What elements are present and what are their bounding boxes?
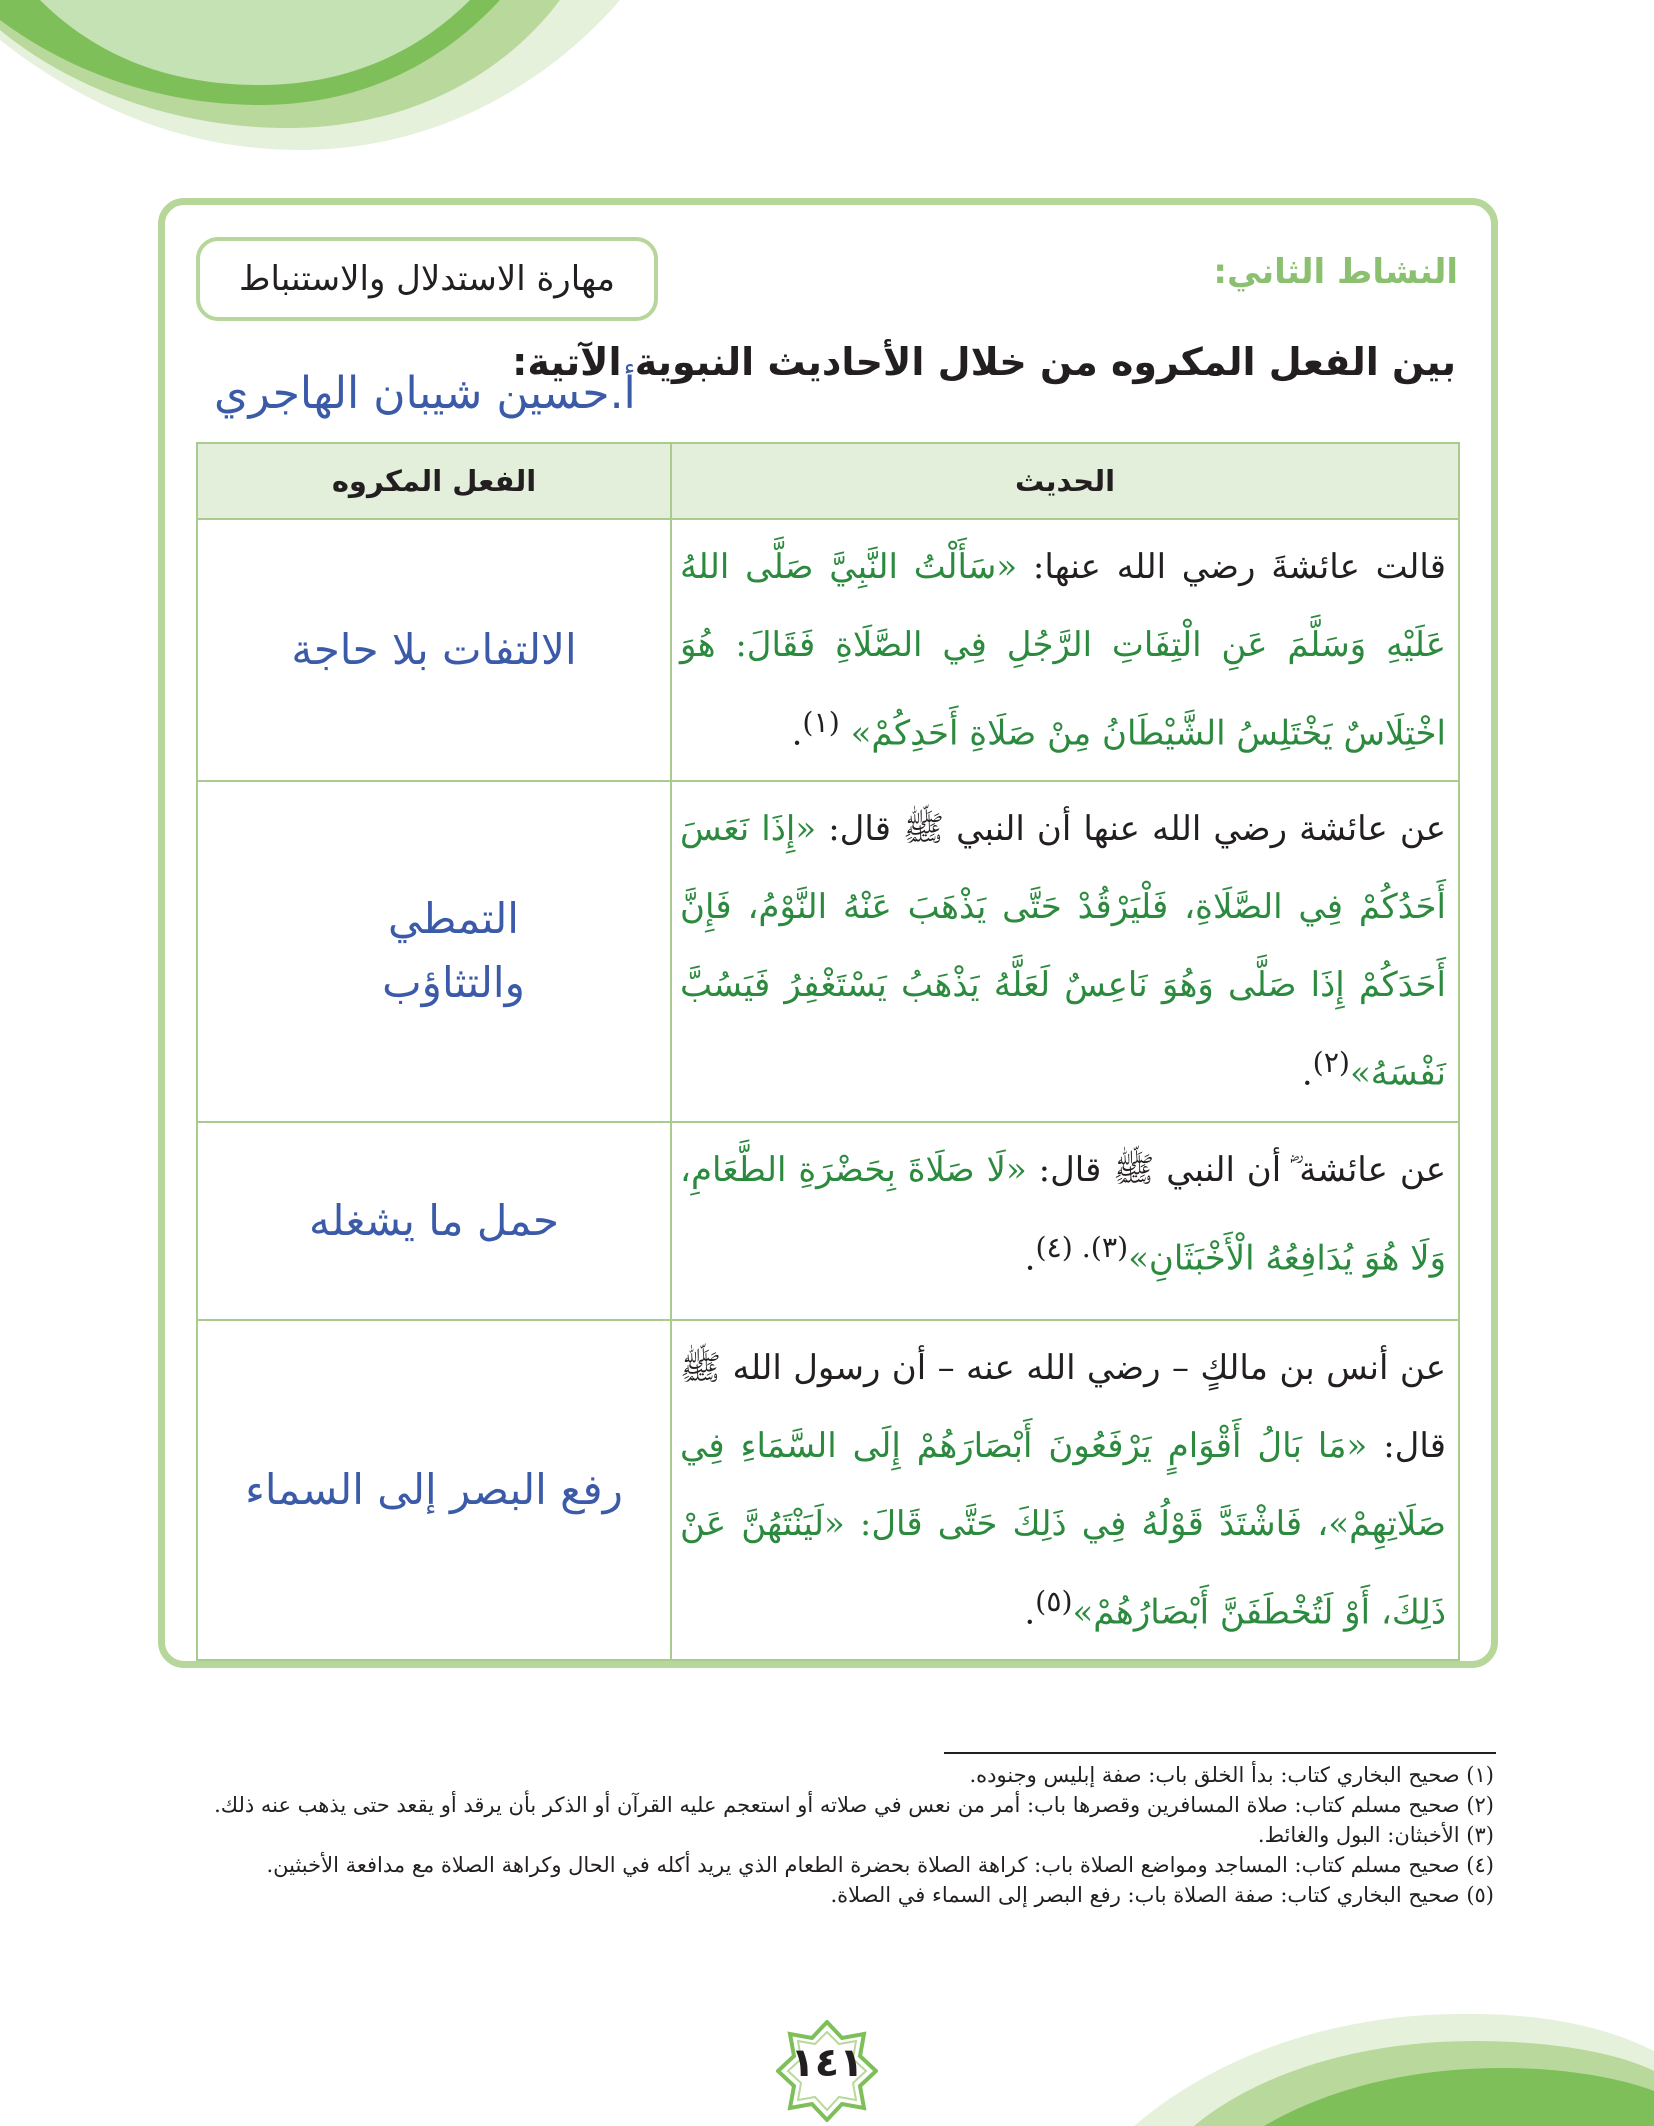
- footnote-ref: (١): [802, 706, 840, 739]
- footnote-ref: (٢): [1312, 1046, 1350, 1080]
- hadith-quote: «سَأَلْتُ النَّبِيَّ صَلَّى اللهُ عَلَيْهِ وَسَلَّمَ عَنِ الْتِفَاتِ الرَّجُلِ فِي الصَّلَاةِ فَقَالَ: هُوَ اخْتِلَاسٌ يَخْتَلِسُ الشَّيْطَانُ مِنْ صَلَاةِ أَحَدِكُمْ»: [680, 547, 1446, 754]
- footnote-divider: [944, 1752, 1496, 1754]
- hadith-quote: «لَا صَلَاةَ بِحَضْرَةِ الطَّعَامِ، وَلَا هُوَ يُدَافِعُهُ الْأَخْبَثَانِ»: [680, 1149, 1446, 1278]
- hadith-intro: قالت عائشةَ رضي الله عنها:: [1017, 547, 1446, 587]
- footnote-ref: (٣). (٤): [1035, 1230, 1129, 1264]
- table-row: [197, 1122, 1459, 1320]
- answer-cell: حمل ما يشغله: [197, 1122, 671, 1320]
- hadith-end: .: [791, 713, 803, 754]
- footnote: (١) صحيح البخاري كتاب: بدأ الخلق باب: صفة إبليس وجنوده.: [969, 1763, 1494, 1787]
- header-act: الفعل المكروه: [197, 443, 671, 519]
- hadith-quote: «مَا بَالُ أَقْوَامٍ يَرْفَعُونَ أَبْصَارَهُمْ إِلَى السَّمَاءِ فِي صَلَاتِهِمْ»، فَاشْتَدَّ قَوْلُهُ فِي ذَلِكَ حَتَّى قَالَ: «لَيَنْتَهُنَّ عَنْ ذَلِكَ، أَوْ لَتُخْطَفَنَّ أَبْصَارُهُمْ»: [680, 1425, 1446, 1632]
- answer-text: التمطي والتثاؤب: [382, 894, 525, 1008]
- footnote: (٢) صحيح مسلم كتاب: صلاة المسافرين وقصرها باب: أمر من نعس في صلاته أو استعجم عليه القرآن أو الذكر بأن يرقد أو يقعد حتى يذهب عنه ذلك.: [214, 1793, 1494, 1817]
- hadith-cell: [671, 1122, 1459, 1320]
- footnote: (٤) صحيح مسلم كتاب: المساجد ومواضع الصلاة باب: كراهة الصلاة بحضرة الطعام الذي يريد أكله في الحال وكراهة الصلاة مع مدافعة الأخبثين.: [266, 1853, 1494, 1877]
- answer-cell: [197, 781, 671, 1121]
- instruction-text: بين الفعل المكروه من خلال الأحاديث النبوية الآتية:: [512, 340, 1456, 384]
- table-row: [197, 781, 1459, 1121]
- hadith-cell: [671, 781, 1459, 1121]
- footnote-ref: (٥): [1035, 1584, 1073, 1618]
- answer-cell: رفع البصر إلى السماء: [197, 1320, 671, 1660]
- page-number: ١٤١: [790, 2040, 864, 2086]
- header-hadith: الحديث: [671, 443, 1459, 519]
- activity-title: النشاط الثاني:: [1213, 252, 1458, 292]
- hadith-intro: عن أنس بن مالكٍ – رضي الله عنه – أن رسول الله ﷺ قال:: [680, 1347, 1446, 1466]
- hadith-intro: عن عائشة ؓ أن النبي ﷺ قال:: [1026, 1149, 1446, 1190]
- hadith-end: .: [1024, 1237, 1036, 1278]
- hadith-intro: عن عائشة رضي الله عنها أن النبي ﷺ قال:: [816, 809, 1446, 850]
- table-row: [197, 519, 1459, 781]
- footnotes: [154, 1760, 1494, 1910]
- hadith-table: [196, 442, 1460, 1661]
- hadith-cell: [671, 519, 1459, 781]
- table-header-row: [197, 443, 1459, 519]
- bottom-decoration: [1134, 1956, 1654, 2126]
- hadith-end: .: [1024, 1591, 1036, 1632]
- hadith-quote: «إِذَا نَعَسَ أَحَدُكُمْ فِي الصَّلَاةِ، فَلْيَرْقُدْ حَتَّى يَذْهَبَ عَنْهُ النَّوْمُ، فَإِنَّ أَحَدَكُمْ إِذَا صَلَّى وَهُوَ نَاعِسٌ لَعَلَّهُ يَذْهَبُ يَسْتَغْفِرُ فَيَسُبَّ نَفْسَهُ»: [680, 809, 1446, 1094]
- hadith-cell: [671, 1320, 1459, 1660]
- answer-cell: الالتفات بلا حاجة: [197, 519, 671, 781]
- footnote: (٥) صحيح البخاري كتاب: صفة الصلاة باب: رفع البصر إلى السماء في الصلاة.: [830, 1883, 1494, 1907]
- author-name: أ.حسين شيبان الهاجري: [214, 368, 636, 419]
- hadith-end: .: [1301, 1053, 1313, 1094]
- footnote: (٣) الأخبثان: البول والغائط.: [1257, 1823, 1494, 1847]
- top-decoration: [0, 0, 620, 200]
- table-row: [197, 1320, 1459, 1660]
- skill-label: مهارة الاستدلال والاستنباط: [196, 237, 658, 321]
